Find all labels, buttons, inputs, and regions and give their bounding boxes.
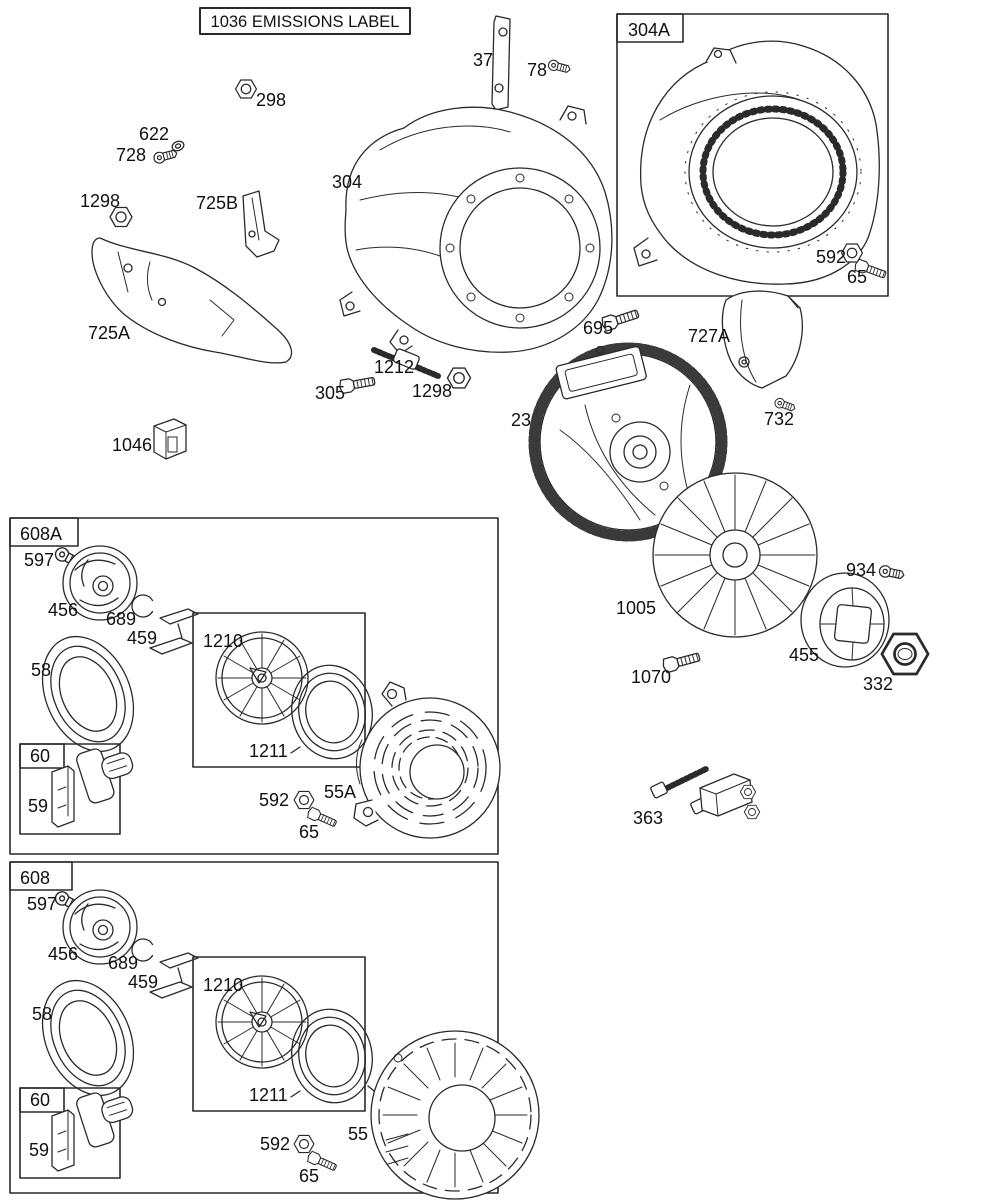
screw-934-drawing [878, 565, 905, 581]
part-label-622: 622 [139, 124, 170, 144]
part-label-1211-a: 1211 [249, 741, 288, 761]
part-label-459-a: 459 [127, 628, 158, 648]
part-label-298: 298 [256, 90, 287, 110]
part-label-58-a: 58 [31, 660, 52, 680]
part-label-1070: 1070 [631, 667, 672, 687]
part-label-1210-a: 1210 [203, 631, 244, 651]
part-label-728: 728 [116, 145, 147, 165]
part-label-592-b: 592 [260, 1134, 291, 1154]
part-label-59-a: 59 [28, 796, 49, 816]
bracket-37-drawing [492, 16, 510, 110]
part-label-1212: 1212 [374, 357, 415, 377]
rewind-starter-parts-608 [20, 890, 381, 1178]
emissions-label-box [200, 8, 410, 34]
flywheel-fan-1005-drawing [653, 473, 817, 637]
part-label-37: 37 [473, 50, 494, 70]
part-label-332: 332 [863, 674, 894, 694]
blower-housing-55-drawing [371, 1031, 539, 1199]
part-label-732: 732 [764, 409, 795, 429]
part-label-592-304a: 592 [816, 247, 847, 267]
part-label-456-b: 456 [48, 944, 79, 964]
region-label-60-a: 60 [30, 746, 51, 766]
nut-332-drawing [882, 634, 928, 674]
part-label-592-a: 592 [259, 790, 290, 810]
blower-housing-304-drawing [340, 106, 612, 354]
shield-727a-drawing [722, 291, 802, 388]
region-label-608a: 608A [20, 524, 63, 544]
part-label-695: 695 [583, 318, 614, 338]
part-label-65-a: 65 [299, 822, 320, 842]
part-label-305: 305 [315, 383, 346, 403]
part-label-1298-mid: 1298 [412, 381, 453, 401]
part-label-55: 55 [348, 1124, 369, 1144]
part-label-59-b: 59 [29, 1140, 50, 1160]
part-label-689-a: 689 [106, 609, 137, 629]
nut-298-drawing [236, 80, 257, 98]
part-label-597-b: 597 [27, 894, 58, 914]
part-label-725a: 725A [88, 323, 131, 343]
part-label-597-a: 597 [24, 550, 55, 570]
part-label-725b: 725B [196, 193, 239, 213]
part-label-65-b: 65 [299, 1166, 320, 1186]
rewind-housing-55a-drawing [354, 682, 500, 838]
part-label-58-b: 58 [32, 1004, 53, 1024]
region-304a [617, 14, 888, 296]
part-label-934: 934 [846, 560, 877, 580]
region-label-60-b: 60 [30, 1090, 51, 1110]
part-label-727a: 727A [688, 326, 731, 346]
part-label-23: 23 [511, 410, 532, 430]
part-label-1211-b: 1211 [249, 1085, 288, 1105]
part-label-1005: 1005 [616, 598, 657, 618]
shield-725a-drawing [92, 238, 292, 363]
part-label-1298-top: 1298 [80, 191, 121, 211]
flywheel-puller-363-drawing [650, 769, 760, 819]
part-label-304: 304 [332, 172, 363, 192]
region-608a [10, 518, 500, 854]
part-label-1046: 1046 [112, 435, 153, 455]
part-label-78: 78 [527, 60, 548, 80]
region-label-608: 608 [20, 868, 51, 888]
key-1046-drawing [154, 419, 186, 459]
screw-78-drawing [547, 59, 571, 75]
bracket-725b-drawing [243, 191, 279, 257]
part-label-689-b: 689 [108, 953, 139, 973]
part-label-65-304a: 65 [847, 267, 868, 287]
region-label-304a: 304A [628, 20, 671, 40]
part-label-363: 363 [633, 808, 664, 828]
part-label-459-b: 459 [128, 972, 159, 992]
part-label-455: 455 [789, 645, 820, 665]
part-label-456-a: 456 [48, 600, 79, 620]
emissions-label-text: 1036 EMISSIONS LABEL [210, 13, 400, 31]
part-label-1210-b: 1210 [203, 975, 244, 995]
part-label-55a: 55A [324, 782, 357, 802]
